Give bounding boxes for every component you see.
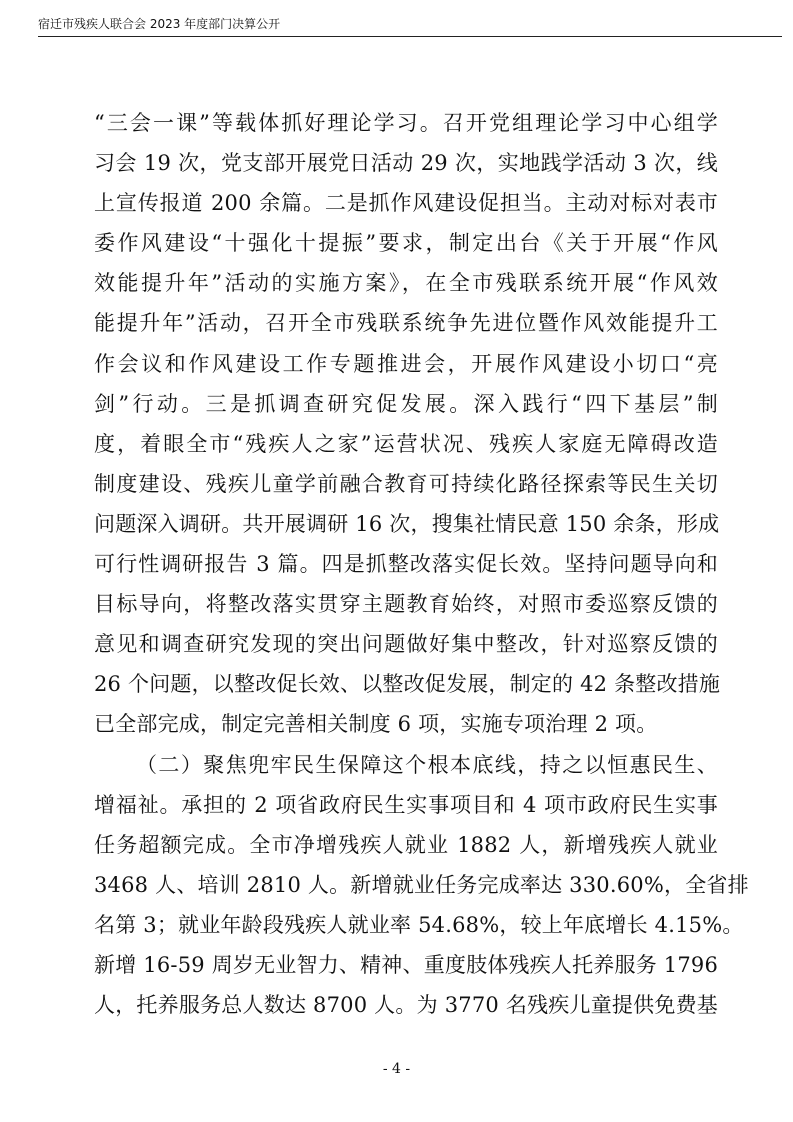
page-header: [38, 14, 782, 37]
text-line: 问题深入调研。共开展调研 16 次，搜集社情民意 150 余条，形成: [94, 511, 720, 536]
text-line: 3468 人、培训 2810 人。新增就业任务完成率达 330.60%，全省排: [94, 872, 749, 897]
text-line: “三会一课”等载体抓好理论学习。召开党组理论学习中心组学: [94, 111, 718, 135]
body-text: [94, 103, 749, 1025]
text-line: 新增 16-59 周岁无业智力、精神、重度肢体残疾人托养服务 1796: [94, 952, 719, 977]
section-heading-line: （二）聚焦兜牢民生保障这个根本底线，持之以恒惠民生、: [136, 752, 718, 777]
text-line: 度，着眼全市“残疾人之家”运营状况、残疾人家庭无障碍改造: [94, 431, 718, 456]
text-line: 习会 19 次，党支部开展党日活动 29 次，实地践学活动 3 次，线: [94, 151, 718, 176]
text-line: 制度建设、残疾儿童学前融合教育可持续化路径探索等民生关切: [94, 471, 718, 496]
header-title: 宿迁市残疾人联合会 2023 年度部门决算公开: [38, 17, 281, 31]
text-line: 剑”行动。三是抓调查研究促发展。深入践行“四下基层”制: [94, 391, 718, 416]
text-line: 26 个问题，以整改促长效、以整改促发展，制定的 42 条整改措施: [94, 672, 721, 697]
text-line: 委作风建设“十强化十提振”要求，制定出台《关于开展“作风: [94, 231, 718, 256]
text-line: 意见和调查研究发现的突出问题做好集中整改，针对巡察反馈的: [94, 632, 718, 657]
text-line: 效能提升年”活动的实施方案》，在全市残联系统开展“作风效: [94, 271, 718, 296]
text-line: 上宣传报道 200 余篇。二是抓作风建设促担当。主动对标对表市: [94, 191, 718, 216]
text-line: 能提升年”活动，召开全市残联系统争先进位暨作风效能提升工: [94, 311, 718, 336]
text-line: 可行性调研报告 3 篇。四是抓整改落实促长效。坚持问题导向和: [94, 552, 718, 577]
text-line: 任务超额完成。全市净增残疾人就业 1882 人，新增残疾人就业: [94, 832, 718, 857]
text-line: 人，托养服务总人数达 8700 人。为 3770 名残疾儿童提供免费基: [94, 993, 718, 1018]
text-line: 名第 3；就业年龄段残疾人就业率 54.68%，较上年底增长 4.15%。: [94, 912, 744, 937]
text-line: 增福祉。承担的 2 项省政府民生实事项目和 4 项市政府民生实事: [94, 792, 718, 817]
text-line: 作会议和作风建设工作专题推进会，开展作风建设小切口“亮: [94, 351, 718, 376]
text-line: 目标导向，将整改落实贯穿主题教育始终，对照市委巡察反馈的: [94, 592, 718, 617]
text-line: 已全部完成，制定完善相关制度 6 项，实施专项治理 2 项。: [94, 712, 658, 737]
page-number: - 4 -: [382, 1061, 411, 1077]
